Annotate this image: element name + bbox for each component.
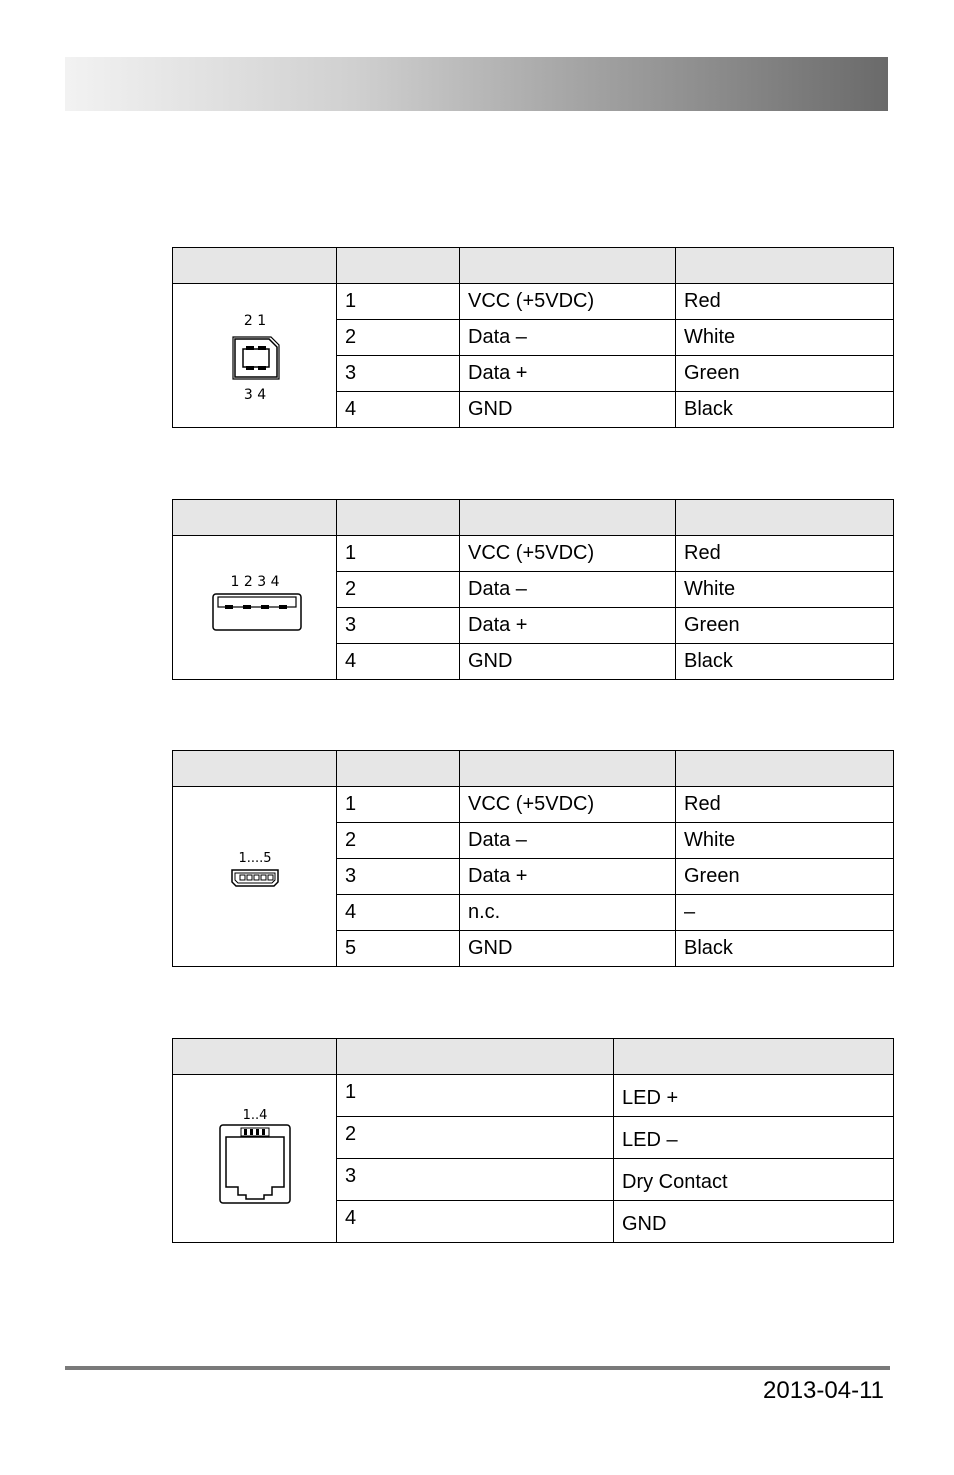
rj-led-pinout-table [172, 1038, 894, 1243]
rj-connector-cell [173, 1075, 337, 1243]
wire-color: White [676, 572, 894, 608]
wire-color: White [676, 320, 894, 356]
pin-function: LED + [614, 1075, 894, 1117]
wire-color: Green [676, 356, 894, 392]
mini-usb-connector-cell [173, 787, 337, 967]
wire-color: Green [676, 608, 894, 644]
signal-name: GND [460, 931, 676, 967]
usb-b-pin-label-top: 2 1 [243, 312, 266, 329]
signal-name: VCC (+5VDC) [460, 536, 676, 572]
wire-color: Red [676, 787, 894, 823]
wire-color: Red [676, 284, 894, 320]
pin-number: 1 [337, 536, 460, 572]
pin-number: 4 [337, 895, 460, 931]
usb-a-connector-cell [173, 536, 337, 680]
footer-date: 2013-04-11 [763, 1377, 884, 1404]
wire-color: Green [676, 859, 894, 895]
wire-color: – [676, 895, 894, 931]
pin-number: 3 [337, 859, 460, 895]
pin-number: 3 [337, 356, 460, 392]
signal-name: Data – [460, 823, 676, 859]
table-row [173, 536, 894, 572]
table-row [173, 284, 894, 320]
wire-color: Black [676, 392, 894, 428]
wire-color: Black [676, 644, 894, 680]
pin-function: Dry Contact [614, 1159, 894, 1201]
rj-connector-icon [210, 1101, 300, 1211]
pin-number: 3 [337, 608, 460, 644]
mini-usb-connector-icon [220, 844, 290, 904]
signal-name: VCC (+5VDC) [460, 284, 676, 320]
pin-number: 1 [337, 787, 460, 823]
usb-b-connector-icon [215, 303, 295, 403]
pin-number: 3 [337, 1159, 614, 1201]
table-row [173, 1075, 894, 1117]
footer-divider [65, 1366, 890, 1370]
pin-function: LED – [614, 1117, 894, 1159]
pin-number: 2 [337, 572, 460, 608]
wire-color: Red [676, 536, 894, 572]
pin-number: 4 [337, 1201, 614, 1243]
usb-b-pinout-table [172, 247, 894, 428]
signal-name: Data + [460, 356, 676, 392]
table-header-row [173, 751, 894, 787]
pin-number: 1 [337, 284, 460, 320]
signal-name: GND [460, 392, 676, 428]
wire-color: White [676, 823, 894, 859]
signal-name: n.c. [460, 895, 676, 931]
table-row [173, 787, 894, 823]
usb-b-connector-cell [173, 284, 337, 428]
pin-number: 2 [337, 1117, 614, 1159]
table-header-row [173, 500, 894, 536]
wire-color: Black [676, 931, 894, 967]
rj-pin-label: 1..4 [242, 1107, 267, 1123]
signal-name: Data – [460, 320, 676, 356]
pin-function: GND [614, 1201, 894, 1243]
signal-name: GND [460, 644, 676, 680]
signal-name: Data + [460, 608, 676, 644]
pin-number: 4 [337, 644, 460, 680]
pin-number: 1 [337, 1075, 614, 1117]
pin-number: 4 [337, 392, 460, 428]
header-bar [65, 57, 888, 111]
mini-usb-pinout-table [172, 750, 894, 967]
mini-usb-pin-label: 1....5 [237, 850, 272, 866]
usb-a-connector-icon [205, 570, 305, 640]
signal-name: VCC (+5VDC) [460, 787, 676, 823]
pin-number: 5 [337, 931, 460, 967]
table-header-row [173, 248, 894, 284]
table-header-row [173, 1039, 894, 1075]
signal-name: Data – [460, 572, 676, 608]
signal-name: Data + [460, 859, 676, 895]
usb-a-pinout-table [172, 499, 894, 680]
usb-a-pin-label: 1 2 3 4 [230, 573, 279, 590]
usb-b-pin-label-bottom: 3 4 [243, 386, 266, 403]
pin-number: 2 [337, 823, 460, 859]
pin-number: 2 [337, 320, 460, 356]
